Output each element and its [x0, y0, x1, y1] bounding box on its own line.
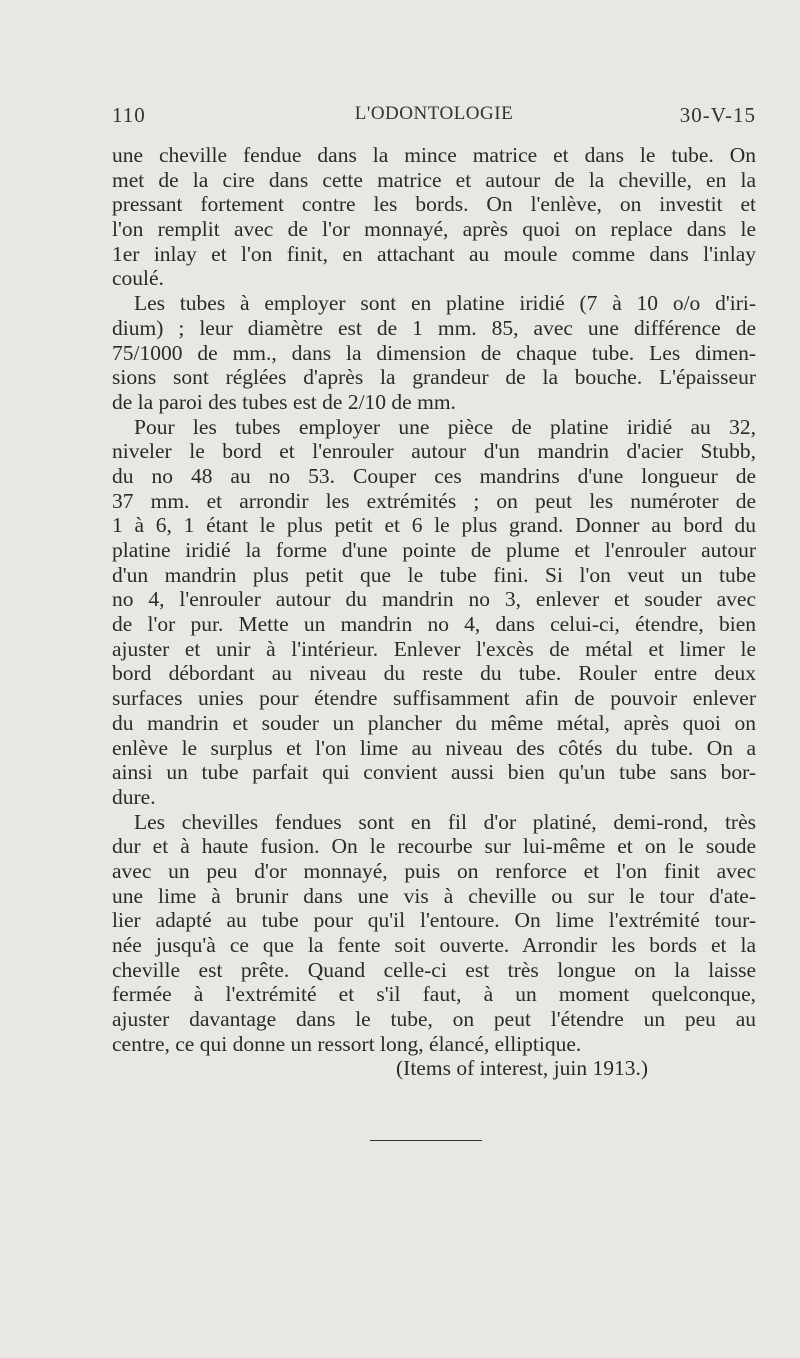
text-line: sions sont réglées d'après la grandeur de la bouche. L'épaisseur	[112, 365, 756, 390]
text-line: enlève le surplus et l'on lime au niveau des côtés du tube. On a	[112, 735, 756, 760]
text-line: née jusqu'à ce que la fente soit ouverte. Arrondir les bords et la	[112, 933, 756, 957]
text-line: 37 mm. et arrondir les extrémités ; on peut les numéroter de	[112, 488, 756, 513]
text-line: du no 48 au no 53. Couper ces mandrins d'une longueur de	[112, 463, 756, 488]
text-line: de l'or pur. Mette un mandrin no 4, dans celui-ci, étendre, bien	[112, 612, 756, 637]
text-line: surfaces unies pour étendre suffisamment afin de pouvoir enlever	[112, 686, 756, 711]
text-line: d'un mandrin plus petit que le tube fini. Si l'on veut un tube	[112, 562, 756, 587]
text-line: 1 à 6, 1 étant le plus petit et 6 le plus grand. Donner au bord du	[112, 513, 756, 538]
text-line: Les tubes à employer sont en platine iridié (7 à 10 o/o d'iri-	[134, 291, 756, 316]
page-number: 110	[112, 103, 146, 127]
text-line: 75/1000 de mm., dans la dimension de chaque tube. Les dimen-	[112, 340, 756, 365]
text-line: 1er inlay et l'on finit, en attachant au moule comme dans l'inlay	[112, 241, 756, 266]
text-line: dure.	[112, 784, 156, 809]
text-line: une lime à brunir dans une vis à cheville ou sur le tour d'ate-	[112, 883, 756, 908]
text-line: Les chevilles fendues sont en fil d'or platiné, demi-rond, très	[134, 809, 756, 834]
text-line: Pour les tubes employer une pièce de platine iridié au 32,	[134, 414, 756, 439]
text-line: met de la cire dans cette matrice et autour de la cheville, en la	[112, 167, 756, 192]
text-line: du mandrin et souder un plancher du même métal, après quoi on	[112, 710, 756, 735]
text-line: lier adapté au tube pour qu'il l'entoure. On lime l'extrémité tour-	[112, 908, 756, 933]
text-line: pressant fortement contre les bords. On l'enlève, on investit et	[112, 192, 756, 217]
text-line: centre, ce qui donne un ressort long, élancé, elliptique.	[112, 1031, 582, 1056]
issue-date: 30-V-15	[679, 103, 756, 127]
text-line: avec un peu d'or monnayé, puis on renforce et l'on finit avec	[112, 858, 756, 883]
text-line: niveler le bord et l'enrouler autour d'un mandrin d'acier Stubb,	[112, 439, 756, 464]
running-header	[112, 103, 756, 133]
text-line: ainsi un tube parfait qui convient aussi bien qu'un tube sans bor-	[112, 760, 756, 785]
text-line: une cheville fendue dans la mince matrice et dans le tube. On	[112, 143, 756, 167]
text-line: fermée à l'extrémité et s'il faut, à un moment quelconque,	[112, 982, 756, 1007]
text-line: bord débordant au niveau du reste du tube. Rouler entre deux	[112, 661, 756, 686]
section-divider	[370, 1140, 482, 1141]
text-line: dur et à haute fusion. On le recourbe sur lui-même et on le soude	[112, 834, 756, 859]
text-line: ajuster et unir à l'intérieur. Enlever l'excès de métal et limer le	[112, 636, 756, 661]
journal-title: L'ODONTOLOGIE	[354, 103, 514, 124]
text-line: no 4, l'enrouler autour du mandrin no 3, enlever et souder avec	[112, 587, 756, 612]
text-line: cheville est prête. Quand celle-ci est très longue on la laisse	[112, 957, 756, 982]
text-line: dium) ; leur diamètre est de 1 mm. 85, avec une différence de	[112, 315, 756, 340]
article-body	[112, 143, 756, 1081]
text-line: ajuster davantage dans le tube, on peut l'étendre un peu au	[112, 1007, 756, 1032]
text-line: l'on remplit avec de l'or monnayé, après quoi on replace dans le	[112, 217, 756, 242]
text-line: coulé.	[112, 266, 164, 291]
text-line: de la paroi des tubes est de 2/10 de mm.	[112, 389, 456, 414]
citation: (Items of interest, juin 1913.)	[396, 1056, 648, 1081]
text-line: platine iridié la forme d'une pointe de plume et l'enrouler autour	[112, 538, 756, 562]
